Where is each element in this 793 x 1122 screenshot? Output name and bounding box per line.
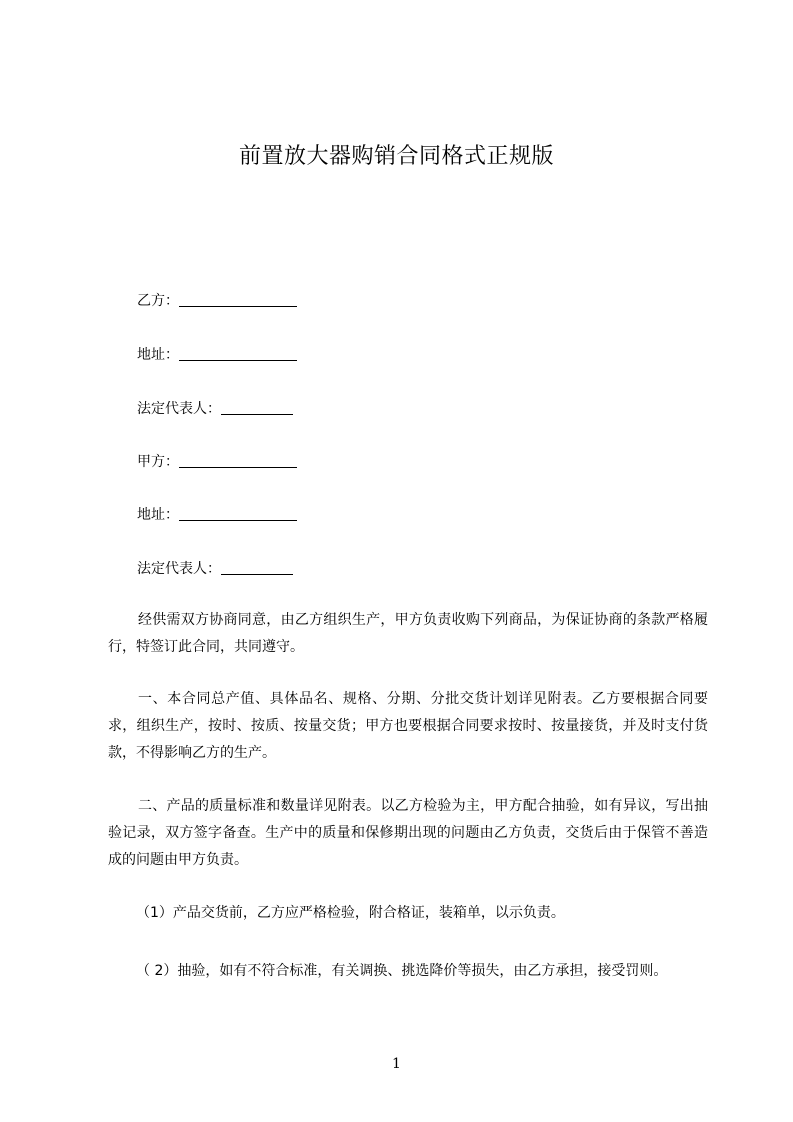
clause-one-paragraph <box>108 686 708 767</box>
clause-two-text: 二、产品的质量标准和数量详见附表。以乙方检验为主，甲方配合抽验，如有异议，写出抽验记录，双方签字备查。生产中的质量和保修期出现的问题由乙方负责，交货后由于保管不善造成的问题由甲方负责。 <box>108 798 708 868</box>
party-a-label: 甲方： <box>137 454 179 470</box>
document-title: 前置放大器购销合同格式正规版 <box>238 144 554 169</box>
clause-two-item-1-text: （1）产品交货前，乙方应严格检验，附合格证，装箱单，以示负责。 <box>136 905 565 921</box>
party-a-blank[interactable] <box>179 453 297 468</box>
party-a-address-label: 地址： <box>137 507 179 523</box>
party-b-address-field <box>137 345 297 365</box>
party-a-field <box>137 452 297 472</box>
party-b-address-label: 地址： <box>137 347 179 363</box>
party-b-field <box>137 291 297 311</box>
party-a-representative-label: 法定代表人： <box>137 561 221 577</box>
clause-two-item-2-text: （ 2）抽验，如有不符合标准，有关调换、挑选降价等损失，由乙方承担，接受罚则。 <box>136 963 668 979</box>
clause-one-text: 一、本合同总产值、具体品名、规格、分期、分批交货计划详见附表。乙方要根据合同要求，组织生产，按时、按质、按量交货；甲方也要根据合同要求按时、按量接货，并及时支付货款，不得影响乙方的生产。 <box>108 691 708 761</box>
party-b-representative-blank[interactable] <box>221 400 293 415</box>
party-b-representative-label: 法定代表人： <box>137 401 221 417</box>
party-a-address-blank[interactable] <box>179 506 297 521</box>
page-number: 1 <box>392 1056 401 1072</box>
preamble-text: 经供需双方协商同意，由乙方组织生产，甲方负责收购下列商品，为保证协商的条款严格履行，特签订此合同，共同遵守。 <box>108 612 708 655</box>
clause-two-item-2-paragraph <box>108 958 708 985</box>
party-a-representative-field <box>137 559 293 579</box>
party-b-label: 乙方： <box>137 293 179 309</box>
party-b-blank[interactable] <box>179 292 297 307</box>
clause-two-item-1-paragraph <box>108 900 708 927</box>
party-b-representative-field <box>137 399 293 419</box>
party-a-representative-blank[interactable] <box>221 560 293 575</box>
party-b-address-blank[interactable] <box>179 346 297 361</box>
party-a-address-field <box>137 505 297 525</box>
preamble-paragraph <box>108 607 708 661</box>
clause-two-paragraph <box>108 793 708 874</box>
